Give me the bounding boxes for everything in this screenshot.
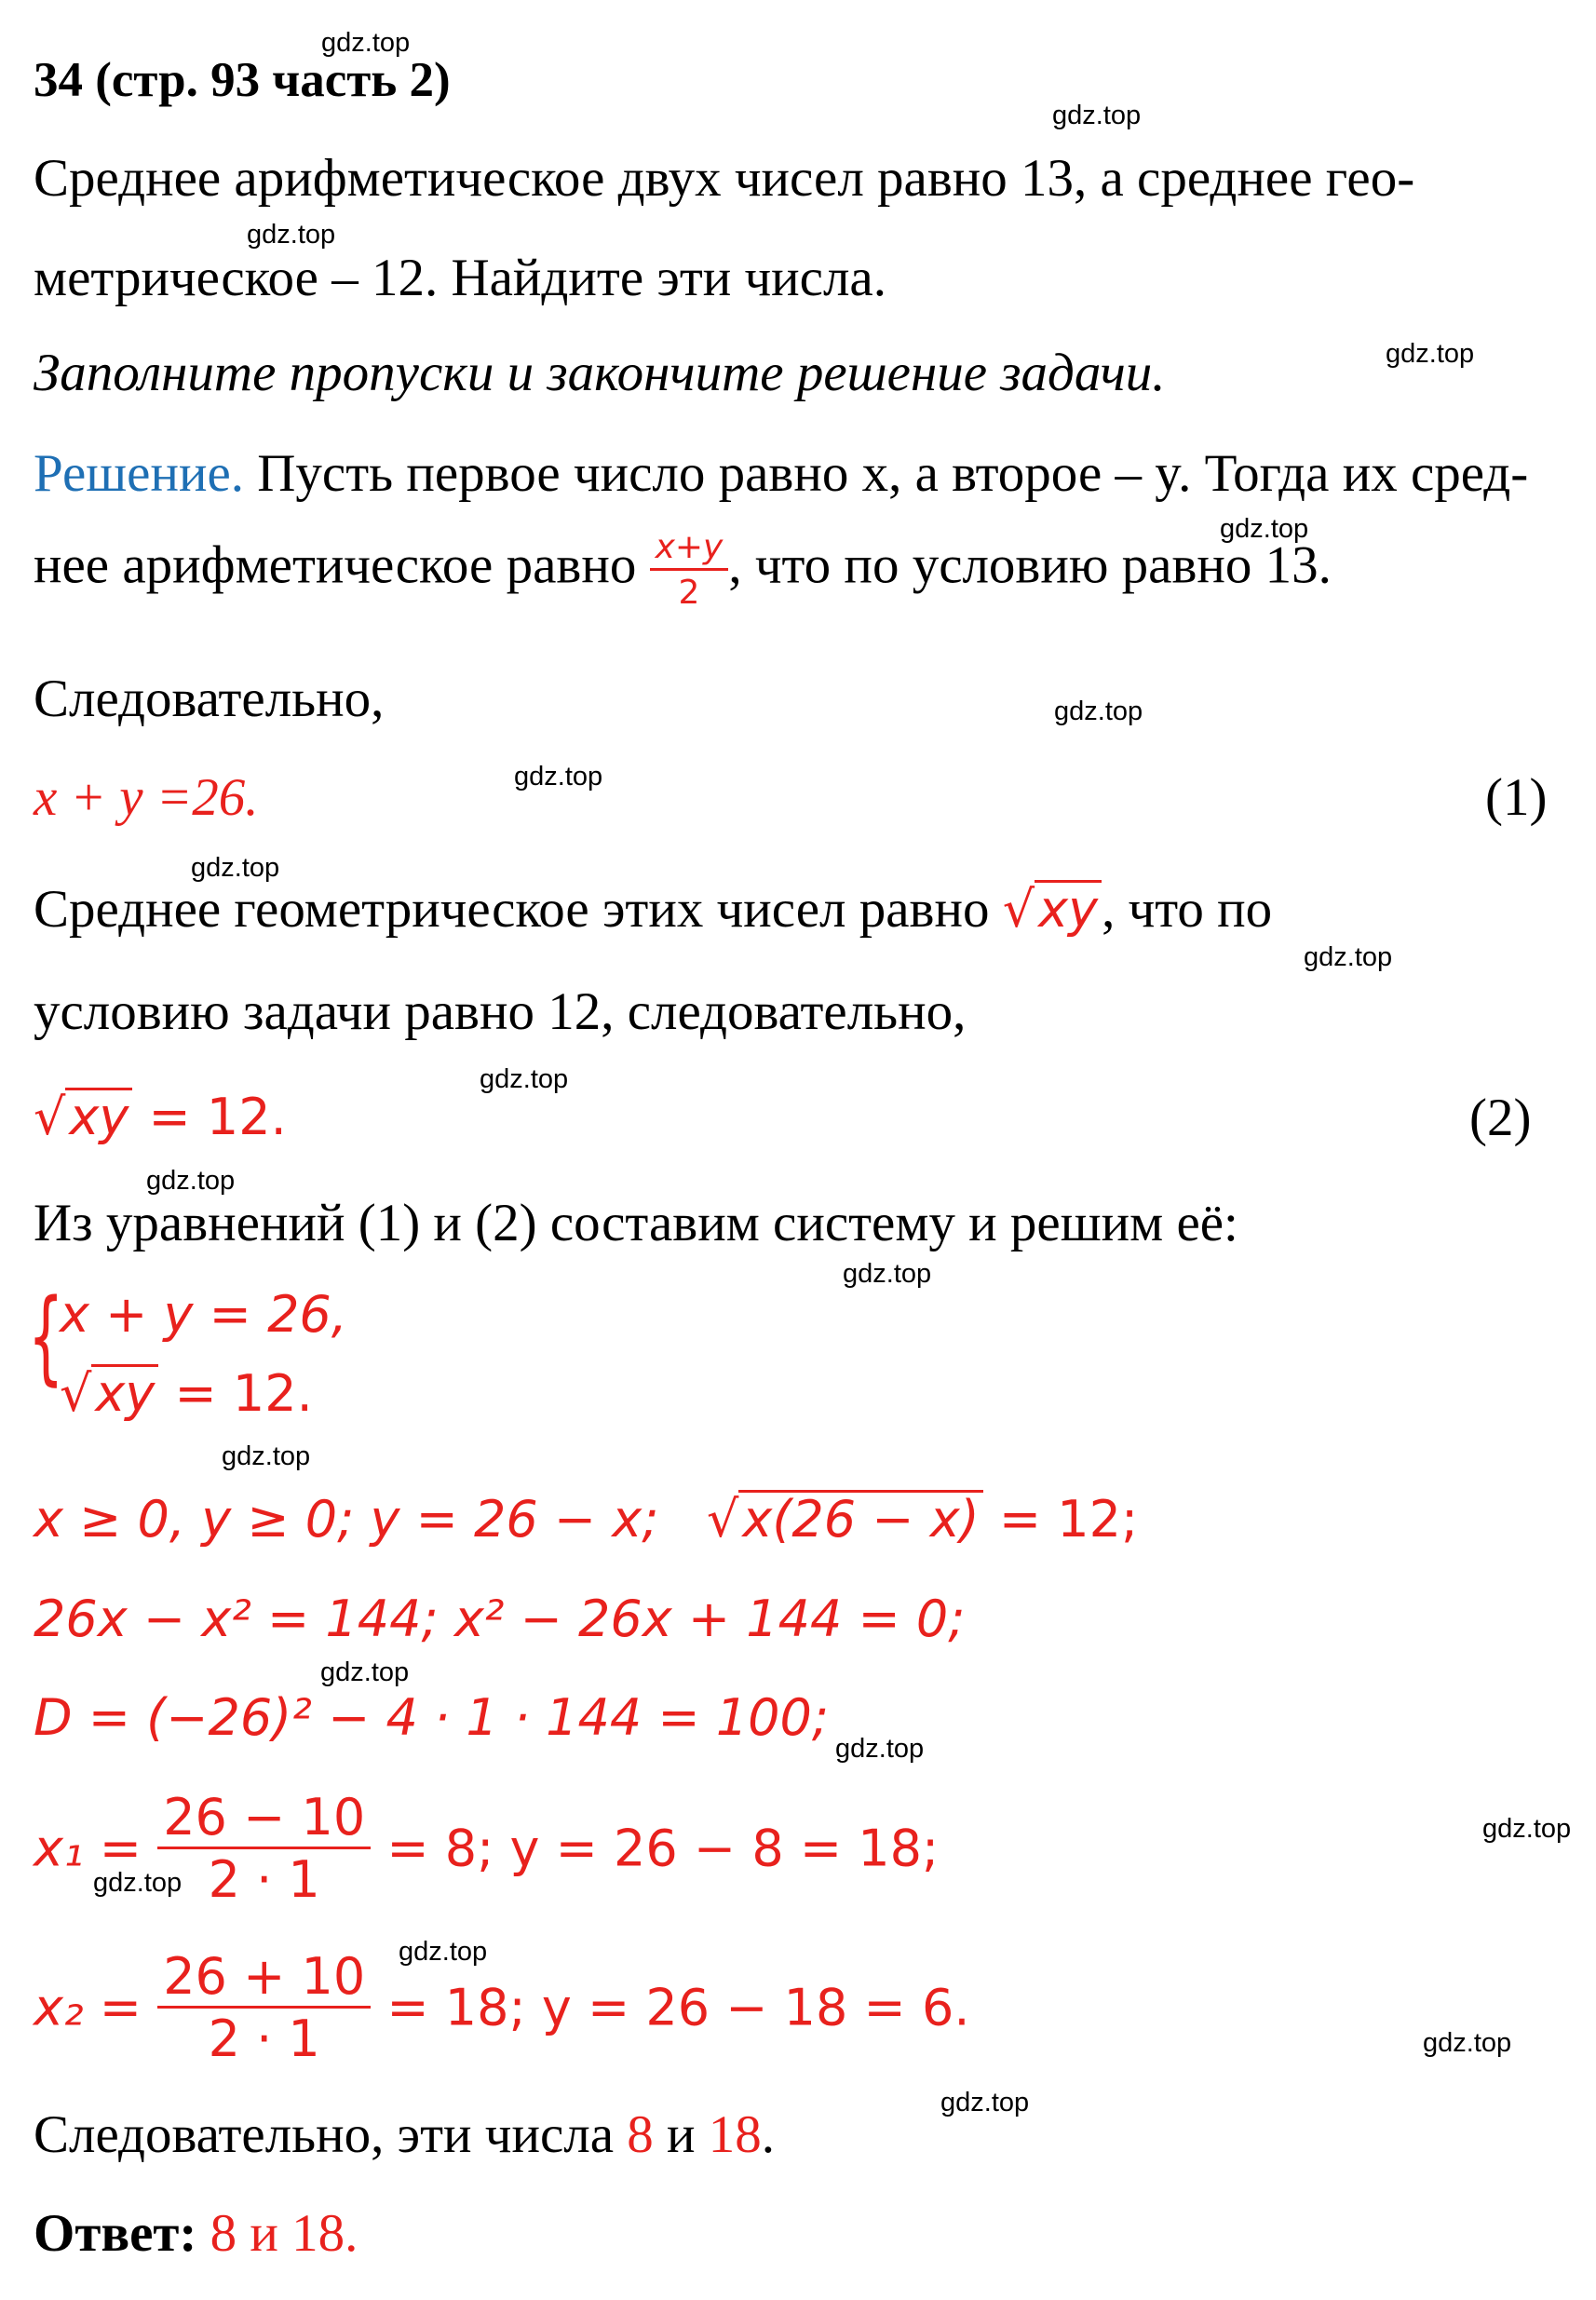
x1-denominator: 2 · 1: [208, 1850, 320, 1909]
problem-line-1: Среднее арифметическое двух чисел равно 13, а среднее гео-: [34, 149, 1415, 208]
sqrt-xy: [1002, 880, 1102, 939]
conclusion-a: 8: [627, 2105, 654, 2164]
answer-label: Ответ:: [34, 2204, 197, 2263]
cond-radicand: x(26 − x): [738, 1490, 982, 1545]
hence-1: Следовательно,: [34, 670, 385, 728]
watermark: gdz.top: [940, 2088, 1030, 2117]
sqrt-radicand: xy: [1035, 880, 1102, 935]
watermark: gdz.top: [835, 1734, 925, 1764]
watermark: gdz.top: [399, 1937, 488, 1967]
watermark: gdz.top: [191, 853, 280, 883]
watermark: gdz.top: [222, 1441, 311, 1471]
conclusion-text: Следовательно, эти числа: [34, 2105, 614, 2164]
watermark: gdz.top: [1052, 101, 1142, 130]
arith-mean-fraction: [650, 528, 729, 612]
sys-radicand: xy: [91, 1364, 158, 1419]
answer-line: [34, 2204, 358, 2263]
watermark: gdz.top: [514, 762, 603, 791]
sqrt-sign: √: [1002, 880, 1035, 939]
x2-line: [34, 1947, 970, 2068]
watermark: gdz.top: [146, 1166, 236, 1196]
x1-numerator: 26 − 10: [157, 1793, 371, 1849]
system-line-2: [60, 1364, 313, 1423]
x1-label: x₁ =: [34, 1819, 142, 1878]
x1-rest: = 8; y = 26 − 8 = 18;: [386, 1819, 940, 1878]
brace-glyph: {: [28, 1277, 64, 1396]
equation-1: x + y =26.: [34, 768, 259, 827]
problem-line-2: метрическое – 12. Найдите эти числа.: [34, 249, 886, 307]
watermark: gdz.top: [1423, 2028, 1512, 2058]
sqrt-sign: √: [706, 1490, 739, 1549]
equation-2: [34, 1088, 287, 1146]
watermark: gdz.top: [1386, 339, 1475, 369]
watermark: gdz.top: [247, 220, 336, 250]
x1-fraction: [157, 1788, 371, 1909]
solution-label: Решение.: [34, 444, 244, 503]
equation-1-number: (1): [1485, 768, 1548, 827]
answer-value: 8 и 18.: [210, 2204, 358, 2263]
quadratic-line: 26x − x² = 144; x² − 26x + 144 = 0;: [34, 1590, 966, 1648]
conclusion-b: 18: [708, 2105, 762, 2164]
conditions-line: [34, 1490, 1139, 1549]
cond-rhs: = 12;: [998, 1490, 1139, 1549]
watermark: gdz.top: [1482, 1814, 1572, 1844]
cond-sqrt: [706, 1490, 983, 1549]
arith-mean-denominator: 2: [678, 574, 700, 612]
watermark: gdz.top: [1054, 697, 1143, 726]
watermark: gdz.top: [1220, 514, 1309, 544]
x2-fraction: [157, 1947, 371, 2068]
x2-numerator: 26 + 10: [157, 1952, 371, 2009]
conclusion-and: и: [667, 2105, 696, 2164]
solution-text-3: , что по условию равно 13.: [728, 535, 1332, 595]
x2-denominator: 2 · 1: [208, 2009, 320, 2068]
sqrt-sign: √: [34, 1088, 66, 1146]
solution-line-1: [34, 444, 1529, 503]
system-line-1: x + y = 26,: [60, 1285, 347, 1344]
geo-text-1: Среднее геометрическое этих чисел равно: [34, 880, 990, 939]
conditions-text: x ≥ 0, y ≥ 0; y = 26 − x;: [34, 1490, 659, 1549]
arith-mean-numerator: x+y: [650, 531, 729, 571]
watermark: gdz.top: [843, 1259, 932, 1289]
sys-sqrt: [60, 1364, 158, 1423]
geo-line-1: [34, 880, 1273, 939]
eq2-radicand: xy: [65, 1088, 132, 1143]
watermark: gdz.top: [320, 1657, 410, 1687]
instruction: Заполните пропуски и закончите решение задачи.: [34, 344, 1166, 402]
geo-line-2: условию задачи равно 12, следовательно,: [34, 982, 967, 1041]
x2-label: x₂ =: [34, 1978, 142, 2037]
eq2-rhs: = 12.: [148, 1088, 287, 1146]
sys-line-2-rhs: = 12.: [174, 1364, 313, 1423]
geo-text-2: , что по: [1102, 880, 1273, 939]
watermark: gdz.top: [480, 1064, 569, 1094]
watermark: gdz.top: [321, 28, 411, 58]
solution-text-1: Пусть первое число равно x, а второе – y. Тогда их сред-: [257, 444, 1529, 503]
conclusion-line: [34, 2105, 776, 2164]
equation-2-number: (2): [1469, 1089, 1532, 1147]
page-title: 34 (стр. 93 часть 2): [34, 53, 451, 107]
system-intro: Из уравнений (1) и (2) составим систему и решим её:: [34, 1194, 1238, 1252]
conclusion-end: .: [761, 2105, 776, 2164]
eq2-sqrt: [34, 1088, 132, 1146]
solution-text-2: нее арифметическое равно: [34, 535, 637, 595]
system-brace: [28, 1277, 64, 1396]
x2-rest: = 18; y = 26 − 18 = 6.: [386, 1978, 970, 2037]
discriminant-line: D = (−26)² − 4 · 1 · 144 = 100;: [34, 1688, 830, 1747]
watermark: gdz.top: [1304, 942, 1393, 972]
watermark: gdz.top: [93, 1868, 183, 1898]
sqrt-sign: √: [60, 1364, 92, 1423]
